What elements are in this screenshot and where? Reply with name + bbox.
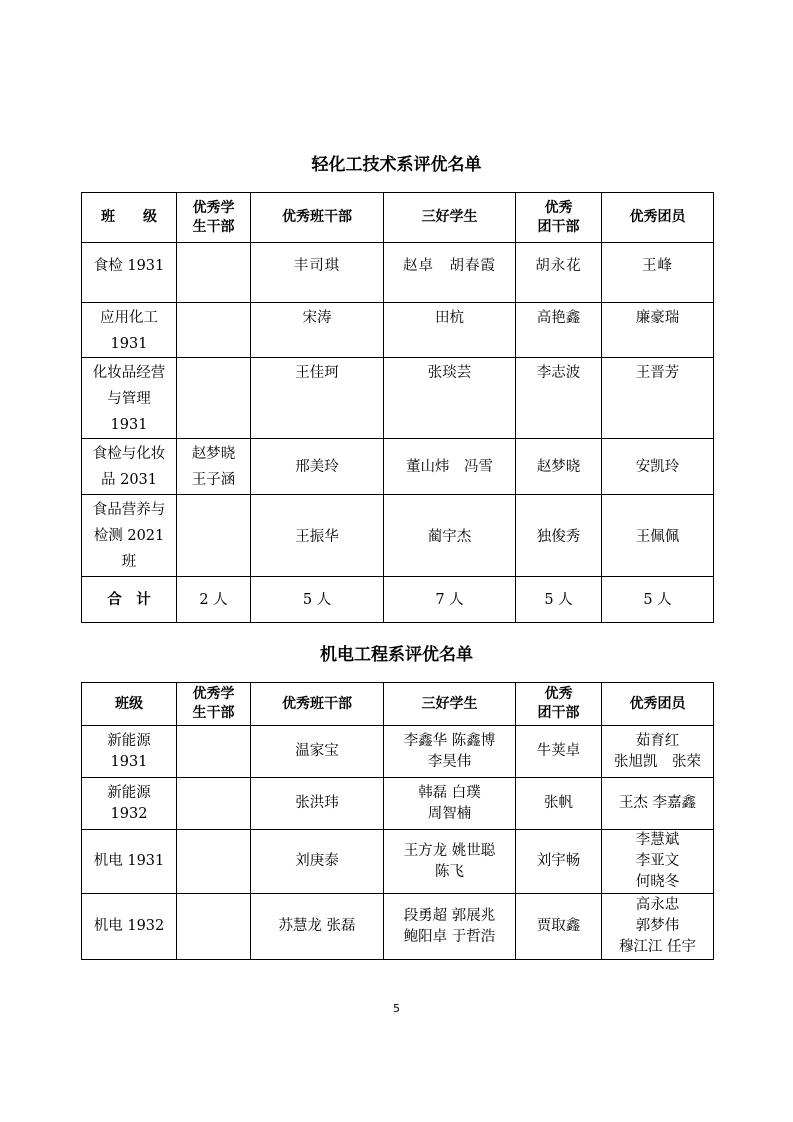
table-row <box>82 830 714 894</box>
cell-total-league-cadre: 5 人 <box>516 577 602 623</box>
cell-stu-cadre <box>177 303 251 358</box>
table-row <box>82 358 714 439</box>
cell-league-cadre: 刘宇畅 <box>516 830 602 894</box>
cell-stu-cadre: 赵梦晓 王子涵 <box>177 439 251 495</box>
cell-stu-cadre <box>177 778 251 830</box>
cell-stu-cadre <box>177 358 251 439</box>
cell-three-good: 田杭 <box>384 303 516 358</box>
cell-class-cadre: 苏慧龙 张磊 <box>251 894 384 960</box>
header-league-cadre: 优秀 团干部 <box>516 193 602 243</box>
cell-class: 化妆品经营 与管理 1931 <box>82 358 177 439</box>
cell-total-class-cadre: 5 人 <box>251 577 384 623</box>
table1-header-row <box>82 193 714 243</box>
cell-class-cadre: 温家宝 <box>251 726 384 778</box>
page-number: 5 <box>393 1002 400 1015</box>
cell-total-three-good: 7 人 <box>384 577 516 623</box>
cell-class: 机电 1932 <box>82 894 177 960</box>
cell-total-stu-cadre: 2 人 <box>177 577 251 623</box>
cell-stu-cadre <box>177 894 251 960</box>
header-league-member: 优秀团员 <box>602 193 714 243</box>
cell-three-good: 赵卓 胡春霞 <box>384 243 516 303</box>
cell-league-member: 王杰 李嘉鑫 <box>602 778 714 830</box>
cell-league-cadre: 独俊秀 <box>516 495 602 577</box>
header-class: 班 级 <box>82 193 177 243</box>
table-row <box>82 303 714 358</box>
cell-league-cadre: 胡永花 <box>516 243 602 303</box>
header-three-good: 三好学生 <box>384 683 516 726</box>
header-league-cadre: 优秀 团干部 <box>516 683 602 726</box>
cell-stu-cadre <box>177 495 251 577</box>
cell-stu-cadre <box>177 830 251 894</box>
cell-class: 食品营养与 检测 2021 班 <box>82 495 177 577</box>
cell-class-cadre: 张洪玮 <box>251 778 384 830</box>
cell-stu-cadre <box>177 243 251 303</box>
cell-league-member: 李慧斌 李亚文 何晓冬 <box>602 830 714 894</box>
cell-league-cadre: 贾取鑫 <box>516 894 602 960</box>
cell-stu-cadre <box>177 726 251 778</box>
cell-league-cadre: 高艳鑫 <box>516 303 602 358</box>
cell-class: 应用化工 1931 <box>82 303 177 358</box>
table1-total-row <box>82 577 714 623</box>
cell-three-good: 蔺宇杰 <box>384 495 516 577</box>
table-row <box>82 726 714 778</box>
table-row <box>82 894 714 960</box>
cell-league-cadre: 牛荚卓 <box>516 726 602 778</box>
header-three-good: 三好学生 <box>384 193 516 243</box>
table1-title: 轻化工技术系评优名单 <box>311 155 482 175</box>
table-row <box>82 243 714 303</box>
cell-class-cadre: 刘庚泰 <box>251 830 384 894</box>
table2 <box>81 682 714 960</box>
table-row <box>82 495 714 577</box>
cell-class-cadre: 王振华 <box>251 495 384 577</box>
table1 <box>81 192 714 623</box>
table2-header-row <box>82 683 714 726</box>
header-league-member: 优秀团员 <box>602 683 714 726</box>
cell-class: 新能源 1932 <box>82 778 177 830</box>
header-class-cadre: 优秀班干部 <box>251 193 384 243</box>
cell-league-member: 安凯玲 <box>602 439 714 495</box>
cell-three-good: 李鑫华 陈鑫博 李昊伟 <box>384 726 516 778</box>
cell-class-cadre: 丰司琪 <box>251 243 384 303</box>
cell-class: 新能源 1931 <box>82 726 177 778</box>
header-class: 班级 <box>82 683 177 726</box>
cell-league-cadre: 赵梦晓 <box>516 439 602 495</box>
cell-class: 机电 1931 <box>82 830 177 894</box>
cell-league-member: 茹育红 张旭凯 张荣 <box>602 726 714 778</box>
cell-class: 食检与化妆 品 2031 <box>82 439 177 495</box>
cell-total-league-member: 5 人 <box>602 577 714 623</box>
cell-league-cadre: 李志波 <box>516 358 602 439</box>
cell-league-member: 廉豪瑞 <box>602 303 714 358</box>
table-row <box>82 439 714 495</box>
table-row <box>82 778 714 830</box>
cell-league-member: 王佩佩 <box>602 495 714 577</box>
cell-class-cadre: 王佳珂 <box>251 358 384 439</box>
cell-league-member: 王晋芳 <box>602 358 714 439</box>
header-stu-cadre: 优秀学 生干部 <box>177 683 251 726</box>
cell-class: 食检 1931 <box>82 243 177 303</box>
cell-three-good: 张琰芸 <box>384 358 516 439</box>
cell-total-label: 合 计 <box>82 577 177 623</box>
cell-three-good: 段勇超 郭展兆 鲍阳卓 于哲浩 <box>384 894 516 960</box>
cell-league-member: 高永忠 郭梦伟 穆江江 任宇 <box>602 894 714 960</box>
cell-three-good: 韩磊 白璞 周智楠 <box>384 778 516 830</box>
cell-three-good: 王方龙 姚世聪 陈飞 <box>384 830 516 894</box>
cell-class-cadre: 邢美玲 <box>251 439 384 495</box>
cell-class-cadre: 宋涛 <box>251 303 384 358</box>
cell-league-member: 王峰 <box>602 243 714 303</box>
header-class-cadre: 优秀班干部 <box>251 683 384 726</box>
cell-league-cadre: 张帆 <box>516 778 602 830</box>
cell-three-good: 董山炜 冯雪 <box>384 439 516 495</box>
header-stu-cadre: 优秀学 生干部 <box>177 193 251 243</box>
table2-title: 机电工程系评优名单 <box>320 645 473 665</box>
